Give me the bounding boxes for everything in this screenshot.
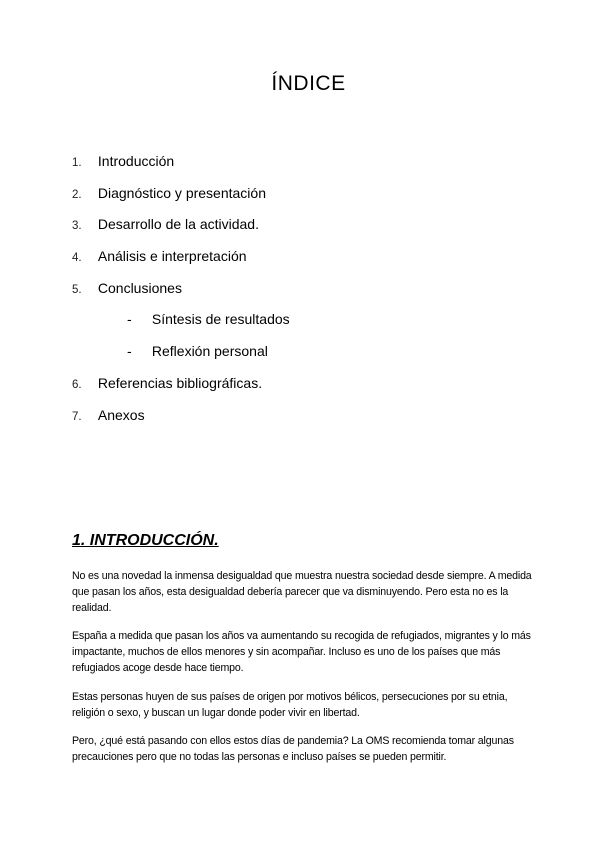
toc-item-label: Conclusiones (97, 279, 182, 296)
paragraph: No es una novedad la inmensa desigualdad que muestra nuestra sociedad desde siempre. A medida que pasan los años, esta desigualdad debería parecer que va disminuyendo. Pero esta no es la realidad. (72, 570, 532, 614)
toc-item (72, 404, 290, 436)
toc-subitem (72, 308, 290, 340)
toc-item-number: 7. (72, 410, 82, 423)
toc-item-label: Diagnóstico y presentación (97, 184, 266, 201)
toc-subitem-label: Reflexión personal (151, 343, 268, 360)
paragraph: Estas personas huyen de sus países de origen por motivos bélicos, persecuciones por su etnia, religión o sexo, y buscan un lugar donde poder vivir en libertad. (72, 690, 508, 719)
toc-item (72, 150, 290, 182)
toc-item-number: 6. (72, 378, 82, 391)
toc-title: ÍNDICE (271, 72, 346, 95)
toc-item-number: 1. (72, 157, 82, 169)
toc-item (72, 245, 290, 277)
paragraph: Pero, ¿qué está pasando con ellos estos días de pandemia? La OMS recomienda tomar algunas precauciones pero que no todas las personas e incluso países se pueden permitir. (72, 735, 514, 764)
toc-item-label: Referencias bibliográficas. (97, 374, 263, 391)
toc-item-label: Anexos (97, 406, 145, 423)
toc-subitem-dash: - (127, 311, 132, 328)
section-heading: 1. INTRODUCCIÓN. (72, 532, 219, 549)
toc-item-label: Desarrollo de la actividad. (97, 216, 259, 233)
toc-subitem-label: Síntesis de resultados (151, 311, 290, 328)
toc-item-number: 2. (72, 188, 82, 201)
toc-item (72, 372, 290, 404)
introduction-section (72, 530, 532, 779)
toc-item (72, 213, 290, 245)
toc-item-number: 3. (72, 220, 82, 233)
toc-item-label: Análisis e interpretación (97, 248, 247, 265)
toc-item (72, 182, 290, 214)
paragraph: España a medida que pasan los años va aumentando su recogida de refugiados, migrantes y lo más impactante, muchos de ellos menores y sin acompañar. Incluso es uno de los países que más refugiados acoge desde hace tiempo. (72, 630, 531, 674)
toc-item-label: Introducción (97, 153, 175, 169)
toc-item-number: 4. (72, 252, 82, 265)
toc-item (72, 277, 290, 309)
table-of-contents (72, 150, 290, 435)
toc-subitem (72, 340, 290, 372)
toc-item-number: 5. (72, 283, 82, 296)
toc-subitem-dash: - (127, 343, 132, 360)
